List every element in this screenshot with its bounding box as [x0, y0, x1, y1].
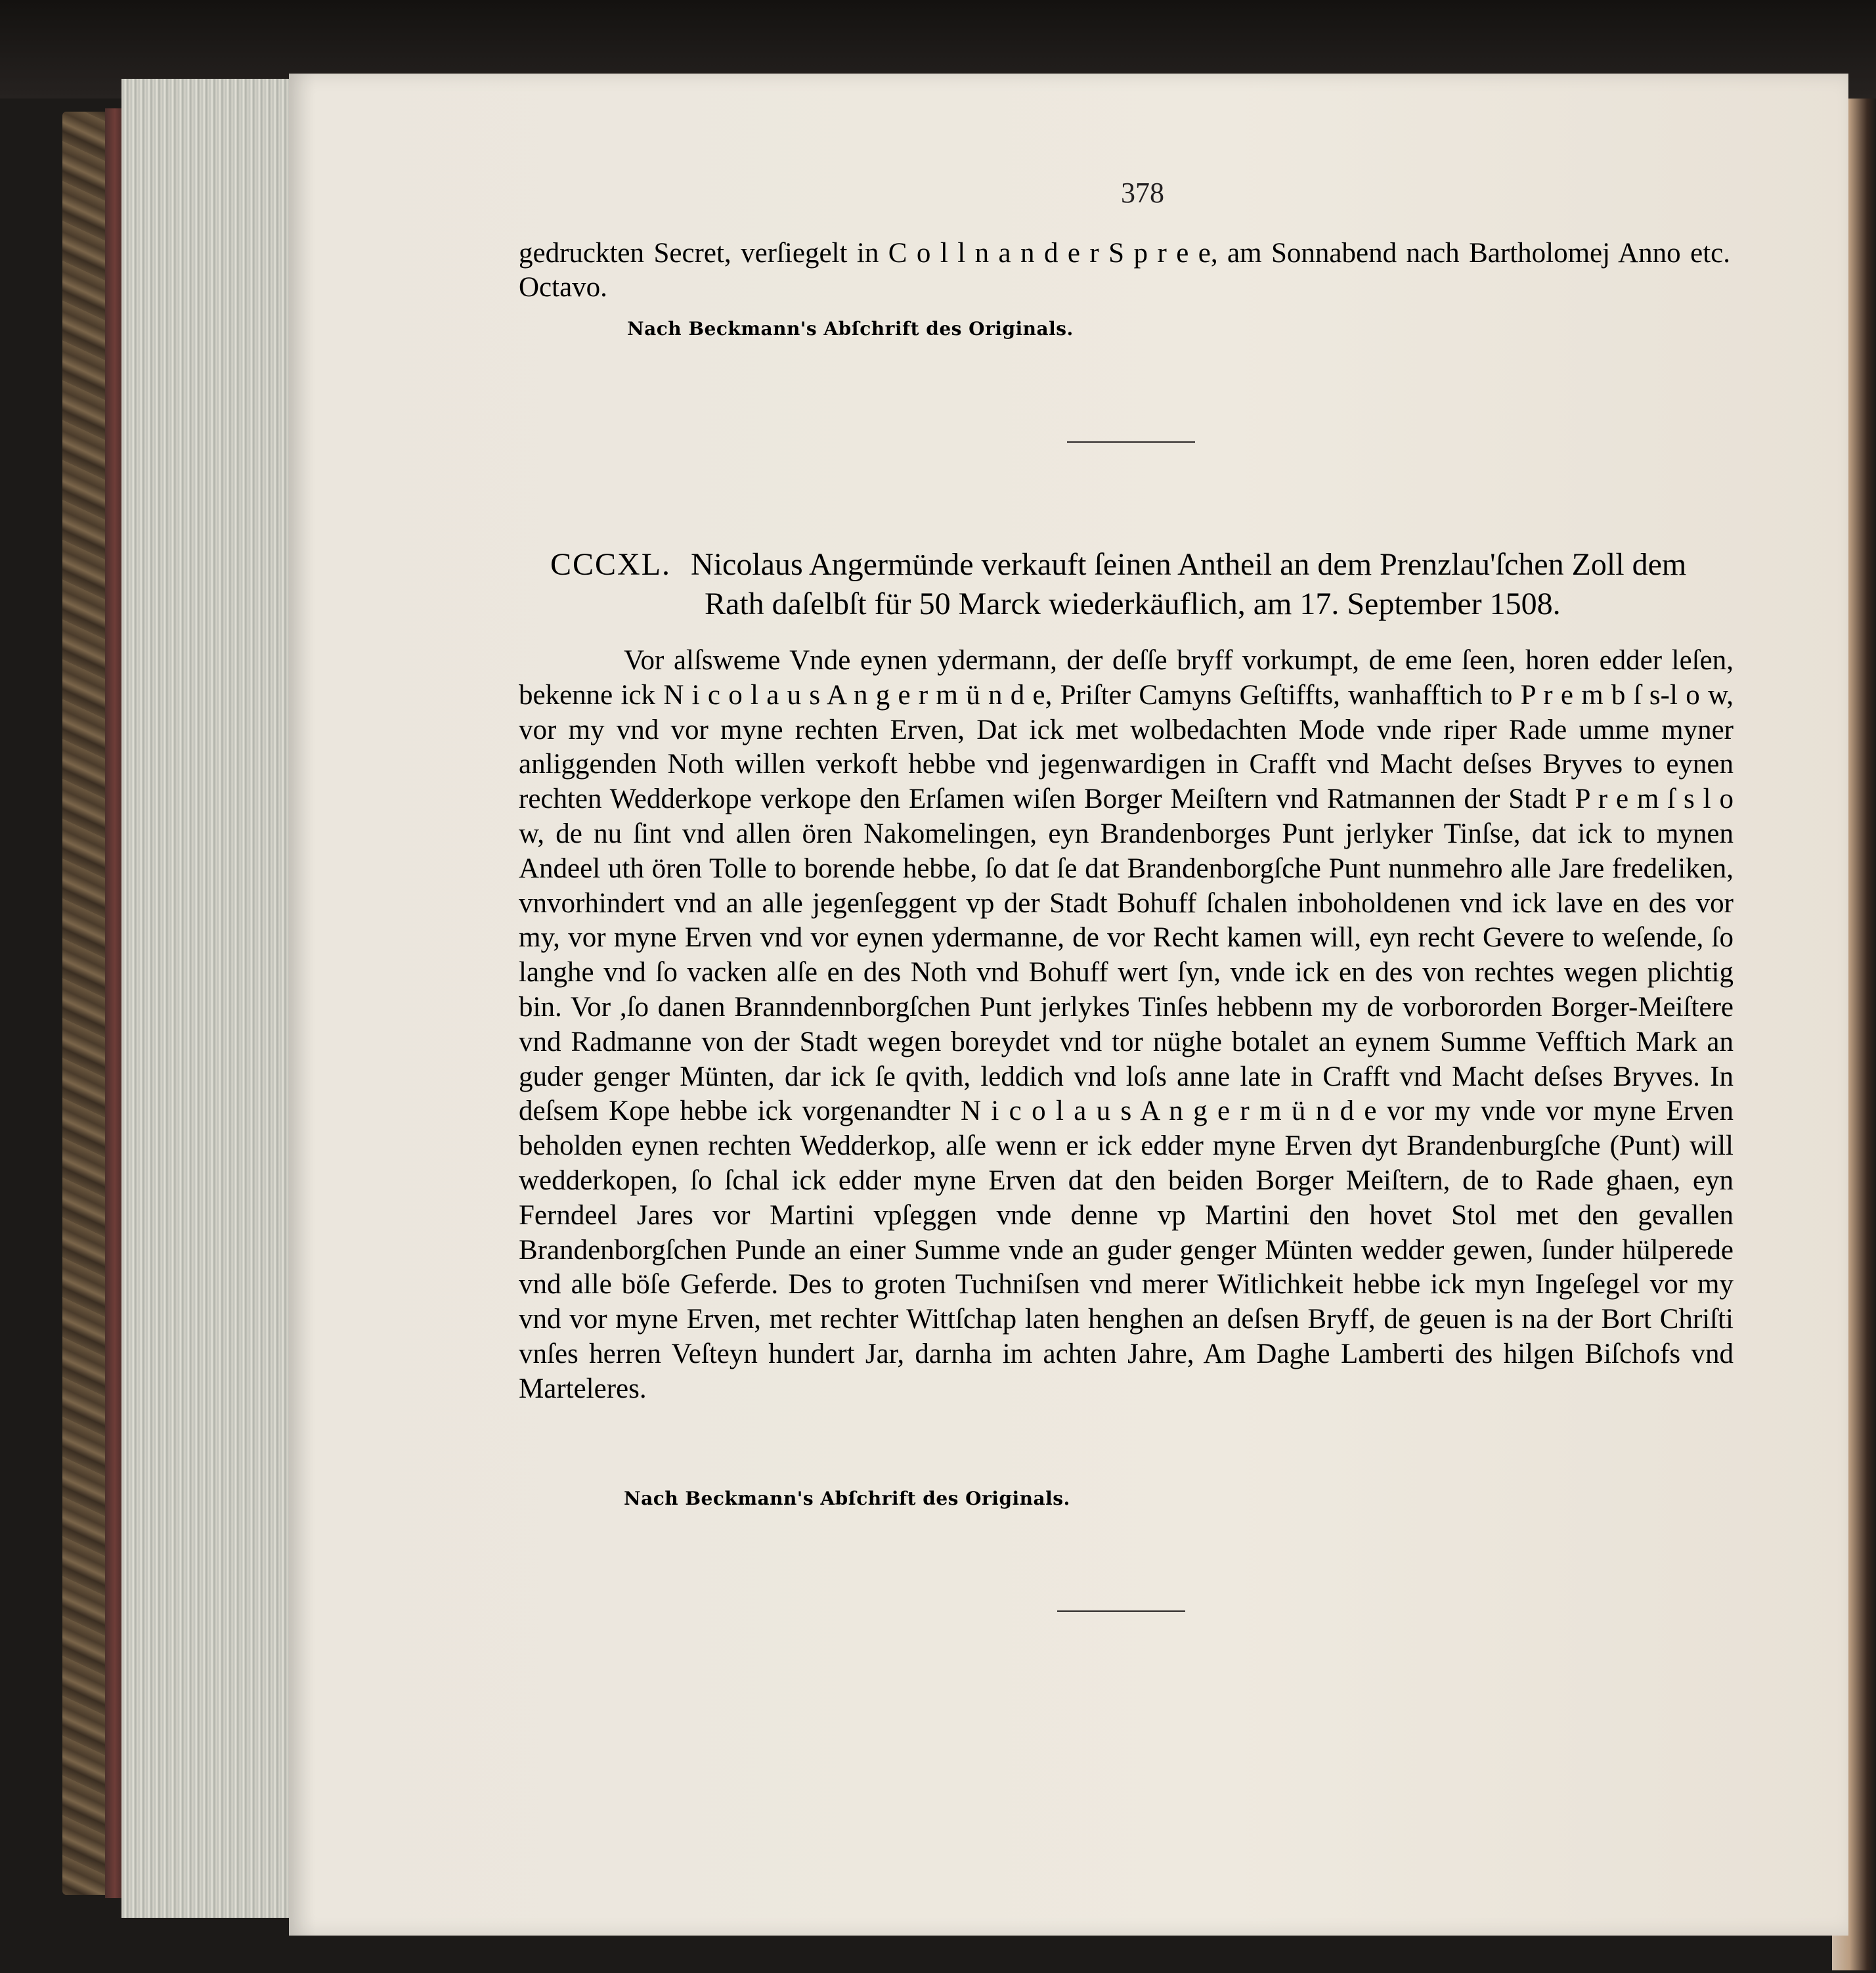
- carryover-paragraph: gedruckten Secret, verſiegelt in C o l l n a n d e r S p r e e, am Sonnabend nach Bartholomej Anno etc. Octavo.: [519, 238, 1730, 303]
- heading-line-2: Rath daſelbſt für 50 Marck wiederkäuflich, am 17. September 1508.: [705, 587, 1561, 621]
- page-edges: [121, 79, 292, 1918]
- page-number: 378: [1121, 177, 1164, 209]
- document-heading: [550, 545, 1735, 624]
- section-divider-1: [1067, 441, 1195, 443]
- source-note-2: Nach Beckmann's Abſchrift des Originals.: [624, 1488, 1070, 1509]
- source-note-1: Nach Beckmann's Abſchrift des Originals.: [627, 318, 1074, 340]
- heading-title-1: Nicolaus Angermünde verkauft ſeinen Antheil an dem Prenzlau'ſchen Zoll dem: [691, 547, 1687, 582]
- charter-text: Vor alſsweme Vnde eynen ydermann, der deſſe bryff vorkumpt, de eme ſeen, horen edder leſen, bekenne ick N i c o l a u s A n g e r m ü n d e, Priſter Camyns Geſtiffts, wanhafftich to P r e m b ſ s-l o w, vor my vnd vor myne rechten Erven, Dat ick met wolbedachten Mode vnde riper Rade umme myner anliggenden Noth willen verkoft hebbe vnd jegenwardigen in Crafft vnd Macht deſses Bryves to eynen rechten Wedderkope verkope den Erſamen wiſen Borger Meiſtern vnd Ratmannen der Stadt P r e m ſ s l o w, de nu ſint vnd allen ören Nakomelingen, eyn Brandenborges Punt jerlyker Tinſse, dat ick to mynen Andeel uth ören Tolle to borende hebbe, ſo dat ſe dat Brandenborgſche Punt nunmehro alle Jare fredeliken, vnvorhindert vnd an alle jegenſeggent vp der Stadt Bohuff ſchalen inboholdenen vnd ick lave en des vor my, vor myne Erven vnd vor eynen ydermanne, de vor Recht kamen will, eyn recht Gevere to weſende, ſo langhe vnd ſo vacken alſe en des Noth vnd Bohuff wert ſyn, vnde ick en des von rechtes wegen plichtig bin. Vor ,ſo danen Branndennborgſchen Punt jerlykes Tinſes hebbenn my de vorbororden Borger-Meiſtere vnd Radmanne von der Stadt wegen boreydet vnd tor nüghe botalet an eynem Summe Vefftich Mark an guder genger Münten, dar ick ſe qvith, leddich vnd loſs anne late in Crafft vnd Macht deſses Bryves. In deſsem Kope hebbe ick vorgenandter N i c o l a u s A n g e r m ü n d e vor my vnde vor myne Erven beholden eynen rechten Wedderkop, alſe wenn er ick edder myne Erven dyt Brandenburgſche (Punt) will wedderkopen, ſo ſchal ick edder myne Erven dat den beiden Borger Meiſtern, de to Rade ghaen, eyn Ferndeel Jares vor Martini vpſeggen vnde denne vp Martini den hovet Stol met den gevallen Brandenborgſchen Punde an einer Summe vnde an guder genger Münten wedder gewen, ſunder hülperede vnd alle böſe Geferde. Des to groten Tuchniſsen vnd merer Witlichkeit hebbe ick myn Ingeſegel vor my vnd vor myne Erven, met rechter Wittſchap laten henghen an deſsen Bryff, de geuen is na der Bort Chriſti vnſes herren Veſteyn hundert Jar, darnha im achten Jahre, Am Daghe Lamberti des hilgen Biſchofs vnd Marteleres.: [519, 645, 1734, 1404]
- heading-line-1: [550, 545, 1735, 585]
- section-divider-2: [1057, 1610, 1185, 1612]
- document-number: CCCXL.: [550, 547, 672, 582]
